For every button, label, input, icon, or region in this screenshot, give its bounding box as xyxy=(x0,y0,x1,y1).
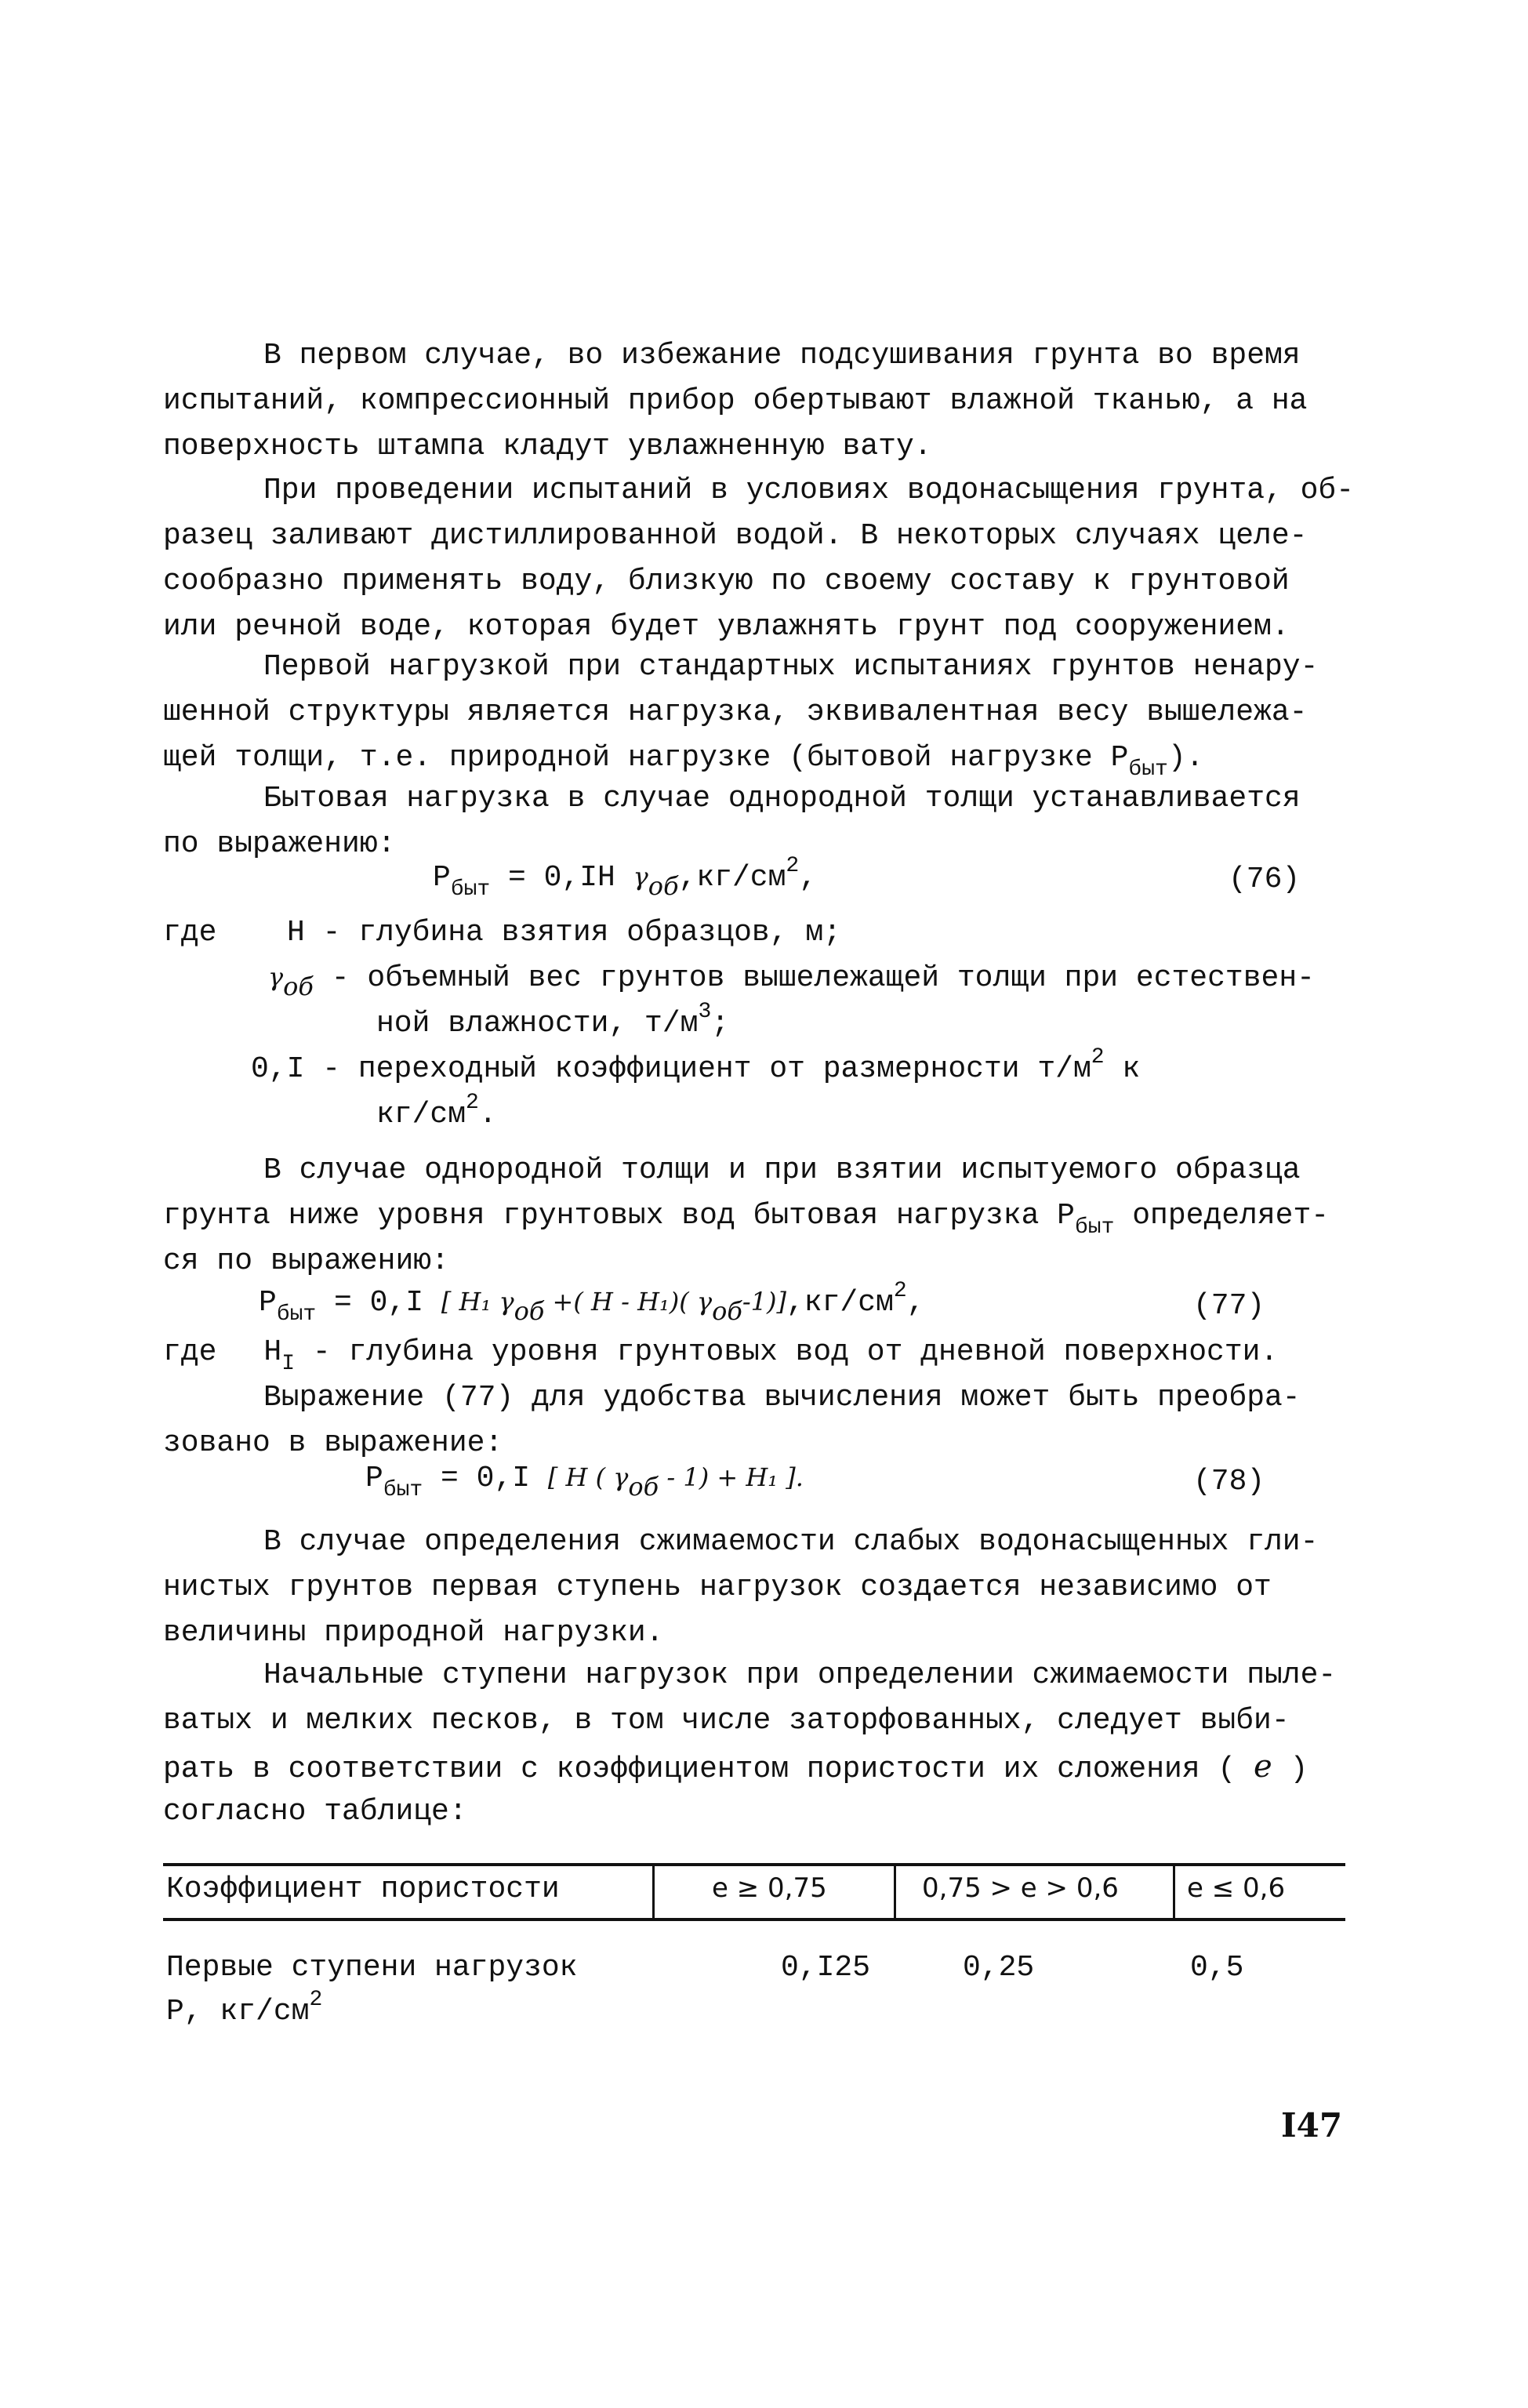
subscript: быт xyxy=(450,877,491,902)
subscript: об xyxy=(514,1296,545,1326)
formula-text: = 0,I xyxy=(423,1462,548,1495)
text-line: нистых грунтов первая ступень нагрузок создается независимо от xyxy=(163,1571,1272,1604)
definition-text: ной влажности, т/м xyxy=(376,1007,699,1041)
subscript: об xyxy=(648,871,679,901)
text-line: разец заливают дистиллированной водой. В некоторых случаях целе- xyxy=(163,519,1308,553)
formula-symbol: P xyxy=(365,1462,383,1495)
paragraph-8 xyxy=(163,1520,1370,1656)
paragraph-2 xyxy=(163,468,1370,650)
epsilon-symbol: e xyxy=(1254,1749,1272,1785)
definition-h xyxy=(287,916,841,950)
text-fragment: где xyxy=(163,1335,217,1369)
definition-gamma xyxy=(268,961,1315,1001)
formula-77 xyxy=(259,1279,925,1327)
paragraph-6 xyxy=(163,1330,1370,1375)
paragraph-3 xyxy=(163,645,1370,781)
formula-unit: ,кг/см xyxy=(678,861,786,895)
superscript: 2 xyxy=(1091,1045,1105,1070)
page-number: I47 xyxy=(1281,2106,1343,2145)
text-line: ватых и мелких песков, в том числе заторфованных, следует выби- xyxy=(163,1704,1290,1738)
text-fragment: - глубина уровня грунтовых вод от дневной поверхности. xyxy=(295,1335,1279,1369)
subscript: I xyxy=(281,1352,296,1376)
text-line xyxy=(163,1330,1370,1375)
text-fragment: определяет- xyxy=(1114,1199,1330,1233)
definition-coef xyxy=(251,1045,1141,1086)
superscript: 2 xyxy=(786,854,800,878)
table-row-label: Первые ступени нагрузок xyxy=(166,1951,578,1985)
gamma-symbol: γ xyxy=(633,862,648,892)
definition-gamma-cont xyxy=(376,1000,730,1041)
text-fragment: ). xyxy=(1167,741,1204,775)
formula-expression: -1)] xyxy=(742,1287,786,1317)
formula-text: = 0,I xyxy=(316,1286,441,1320)
formula-expression: +( H - H₁)( γ xyxy=(544,1287,713,1317)
subscript: быт xyxy=(1128,757,1168,782)
text-fragment: P, кг/см xyxy=(166,1995,310,2028)
text-line: В случае однородной толщи и при взятии испытуемого образца xyxy=(263,1153,1301,1187)
table-cell-v2: 0,25 xyxy=(963,1951,1035,1985)
superscript: 2 xyxy=(466,1091,479,1115)
formula-text: = 0,IH xyxy=(490,861,633,895)
definition-coef-cont xyxy=(376,1091,497,1131)
table-header-col2: 0,75 > e > 0,6 xyxy=(922,1872,1119,1904)
table-divider xyxy=(652,1866,655,1918)
formula-expression: [ H ( γ xyxy=(547,1462,629,1492)
formula-text: , xyxy=(799,861,818,895)
formula-expression: - 1) + H₁ ]. xyxy=(659,1462,804,1492)
subscript: быт xyxy=(276,1302,317,1327)
subscript: быт xyxy=(1075,1215,1115,1240)
paragraph-7 xyxy=(163,1375,1370,1466)
text-line: В первом случае, во избежание подсушивания грунта во время xyxy=(263,339,1301,372)
table-header-col3: e ≤ 0,6 xyxy=(1187,1872,1286,1904)
table-cell-v1: 0,I25 xyxy=(781,1951,871,1985)
text-fragment: H xyxy=(263,1335,282,1369)
text-line: по выражению: xyxy=(163,827,396,861)
text-line: В случае определения сжимаемости слабых водонасыщенных гли- xyxy=(263,1525,1319,1559)
text-fragment: ) xyxy=(1272,1752,1308,1786)
table-header-col1: e ≥ 0,75 xyxy=(712,1872,827,1904)
text-line: Выражение (77) для удобства вычисления может быть преобра- xyxy=(263,1381,1301,1415)
text-line: шенной структуры является нагрузка, эквивалентная весу вышележа- xyxy=(163,696,1308,729)
definition-text: к xyxy=(1104,1052,1141,1086)
text-line: согласно таблице: xyxy=(163,1795,467,1829)
table-top-rule xyxy=(163,1863,1345,1866)
text-line: сообразно применять воду, близкую по своему составу к грунтовой xyxy=(163,565,1290,598)
subscript: быт xyxy=(383,1478,423,1502)
definition-text: - глубина взятия образцов, м; xyxy=(304,916,841,950)
text-line: или речной воде, которая будет увлажнять грунт под сооружением. xyxy=(163,610,1290,644)
text-line xyxy=(163,1744,1370,1789)
formula-78 xyxy=(365,1462,804,1502)
superscript: 2 xyxy=(893,1279,907,1303)
equation-number-77: (77) xyxy=(1193,1289,1265,1323)
paragraph-4 xyxy=(163,776,1370,867)
formula-text: , xyxy=(906,1286,925,1320)
text-line: величины природной нагрузки. xyxy=(163,1616,664,1650)
table-header-label: Коэффициент пористости xyxy=(166,1872,560,1906)
equation-number-76: (76) xyxy=(1229,863,1301,896)
formula-76 xyxy=(433,854,818,902)
formula-symbol: P xyxy=(259,1286,277,1320)
formula-symbol: P xyxy=(433,861,451,895)
text-line: испытаний, компрессионный прибор обертывают влажной тканью, а на xyxy=(163,384,1308,418)
superscript: 3 xyxy=(698,1000,712,1024)
formula-unit: ,кг/см xyxy=(786,1286,894,1320)
table-divider xyxy=(894,1866,896,1918)
definition-symbol: 0,I xyxy=(251,1052,305,1086)
subscript: об xyxy=(628,1472,659,1502)
table-row-label-unit xyxy=(166,1988,323,2028)
text-line: При проведении испытаний в условиях водонасыщения грунта, об- xyxy=(263,474,1355,507)
text-line: Бытовая нагрузка в случае однородной толщи устанавливается xyxy=(263,782,1301,815)
text-line: поверхность штампа кладут увлажненную вату. xyxy=(163,430,932,463)
text-line: Начальные ступени нагрузок при определении сжимаемости пыле- xyxy=(263,1658,1337,1692)
text-fragment: щей толщи, т.е. природной нагрузке (бытовой нагрузке P xyxy=(163,741,1129,775)
definition-text: - переходный коэффициент от размерности т/м xyxy=(304,1052,1091,1086)
paragraph-5 xyxy=(163,1148,1370,1284)
text-line xyxy=(163,735,1370,781)
gamma-symbol: γ xyxy=(268,962,284,992)
table-divider xyxy=(1173,1866,1175,1918)
text-fragment: рать в соответствии с коэффициентом пористости их сложения ( xyxy=(163,1752,1236,1786)
text-line: Первой нагрузкой при стандартных испытаниях грунтов ненару- xyxy=(263,650,1319,684)
text-fragment: грунта ниже уровня грунтовых вод бытовая нагрузка P xyxy=(163,1199,1075,1233)
table-header-rule xyxy=(163,1918,1345,1921)
formula-expression: [ H₁ γ xyxy=(441,1287,514,1317)
text-line: ся по выражению: xyxy=(163,1244,449,1278)
subscript: об xyxy=(283,972,314,1001)
definition-text: - объемный вес грунтов вышележащей толщи при естествен- xyxy=(313,961,1315,995)
definition-symbol: H xyxy=(287,916,305,950)
definition-text: . xyxy=(478,1098,497,1131)
definition-text: ; xyxy=(711,1007,730,1041)
paragraph-1 xyxy=(163,333,1370,470)
subscript: об xyxy=(712,1296,742,1326)
equation-number-78: (78) xyxy=(1193,1465,1265,1498)
superscript: 2 xyxy=(309,1988,323,2012)
definition-text: кг/см xyxy=(376,1098,466,1131)
text-line: зовано в выражение: xyxy=(163,1426,503,1460)
definition-where: где xyxy=(163,916,217,950)
text-line xyxy=(163,1193,1370,1239)
table-cell-v3: 0,5 xyxy=(1190,1951,1244,1985)
paragraph-9 xyxy=(163,1653,1370,1835)
